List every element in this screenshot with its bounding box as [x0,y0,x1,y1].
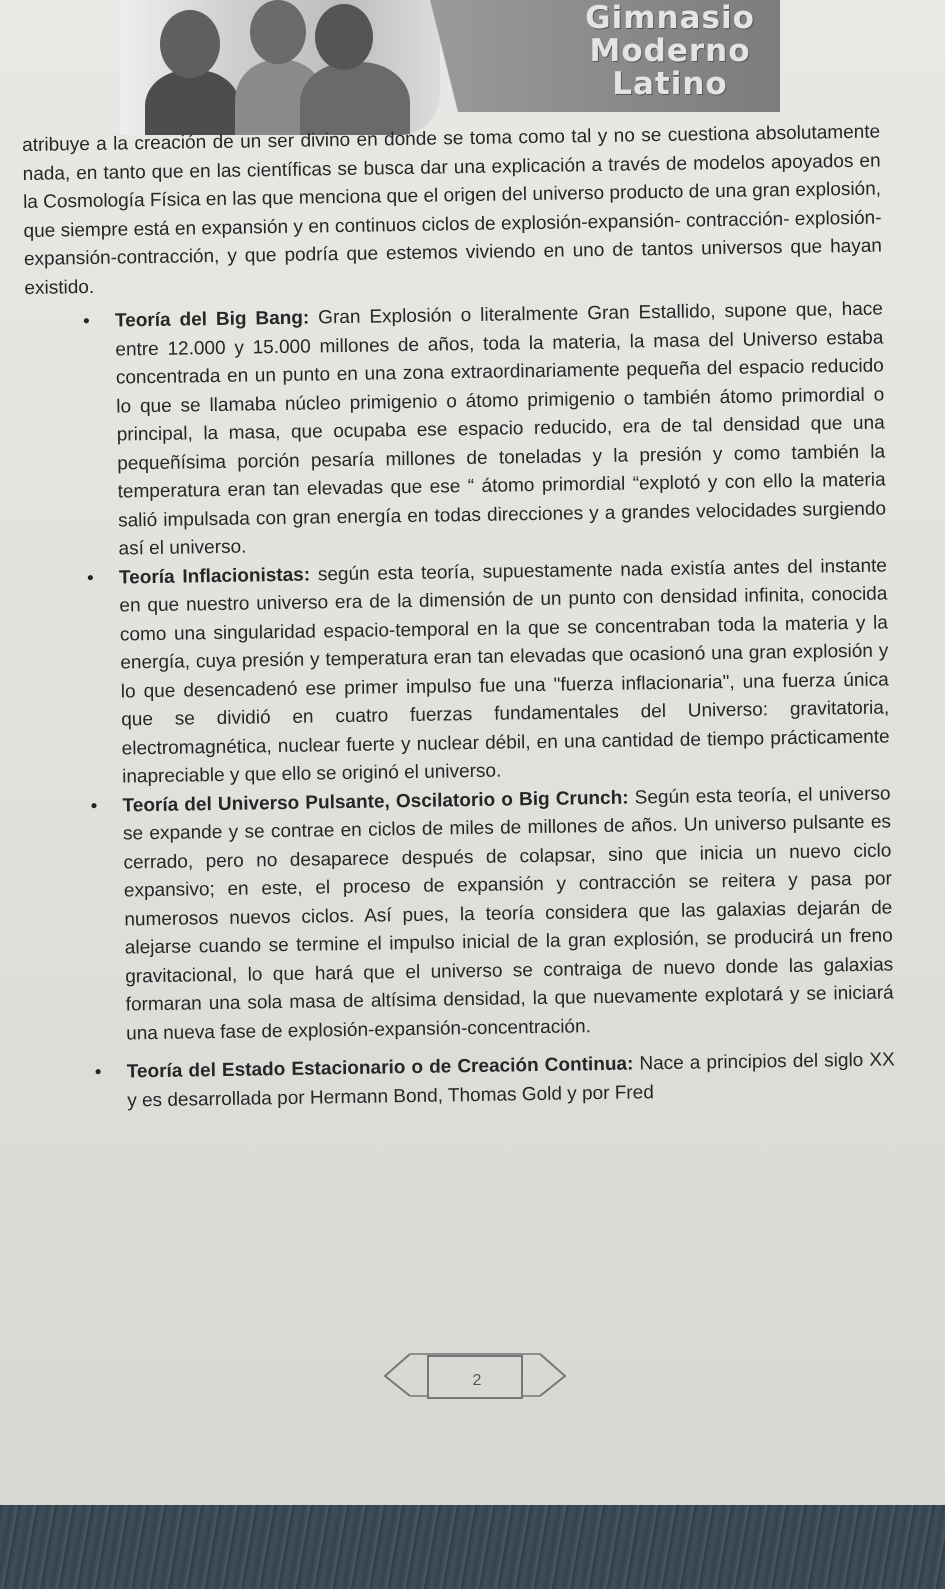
list-item [25,296,887,566]
school-name: Gimnasio Moderno Latino [585,0,755,102]
list-item [37,1046,896,1116]
background-surface [0,1505,945,1589]
theory-description: Nace a principios del siglo XX y es desarrollada por Hermann Bond, Thomas Gold y por Fred [127,1049,895,1111]
header-students-photo [120,0,440,135]
theory-term: Teoría del Estado Estacionario o de Creación Continua: [126,1053,634,1083]
intro-paragraph: atribuye a la creación de un ser divino en donde se toma como tal y no se cuestiona absolutamente nada, en tanto que en las científicas se busca dar una explicación a través de modelos apoyados en la Cosmología Física en las que menciona que el origen del universo producto de una gran explosión, que siempre está en expansión y en continuos ciclos de explosión-expansión- contracción- explosión-expansión-contracción, y que podría que estemos viviendo en uno de tantos universos que hayan existido. [22,121,883,299]
document-body [22,119,895,1117]
student-figure [145,70,240,135]
list-item [29,552,890,793]
page-number: 2 [472,1372,482,1389]
theory-description: según esta teoría, supuestamente nada existía antes del instante en que nuestro universo era de la dimensión de un punto con densidad infinita, conocida como una singularidad espacio-temporal en la que se concentraban toda la materia y la energía, cuya presión y temperatura eran tan elevadas que ocasionó una gran explosión y lo que desencadenó ese primer impulso fue una "fuerza inflacionaria", una fuerza única que se dividió en cuatro fuerzas fundamentales del Universo: gravitatoria, electromagnética, nuclear fuerte y nuclear débil, en una cantidad de tiempo prácticamente inapreciable y que ello se originó el universo. [119,554,890,788]
theory-term: Teoría del Universo Pulsante, Oscilatorio o Big Crunch: [122,787,629,817]
theory-description: Según esta teoría, el universo se expande y se contrae en ciclos de miles de millones de años. Un universo pulsante es cerrado, pero no desaparece después de colapsar, sino que inicia un nuevo ciclo expansivo; en este, el proceso de expansión y contracción se reitera y pasa por numerosos nuevos ciclos. Así pues, la teoría considera que las galaxias dejarán de alejarse cuando se termine el impulso inicial de la gran explosión, se producirá un freno gravitacional, lo que hará que el universo se contraiga de nuevo donde las galaxias formaran una sola masa de altísima densidad, la que nuevamente explotará y se iniciará una nueva fase de explosión-expansión-concentración. [122,782,894,1044]
student-head [250,0,306,64]
student-head [160,10,220,78]
student-head [315,4,373,70]
list-item [32,780,894,1050]
theory-term: Teoría Inflacionistas: [118,564,311,589]
student-figure [300,62,410,135]
theory-list [25,296,896,1117]
theory-description: Gran Explosión o literalmente Gran Estallido, supone que, hace entre 12.000 y 15.000 millones de años, toda la materia, la masa del Universo estaba concentrada en un punto en una zona extraordinariamente pequeña del espacio reducido lo que se llamaba núcleo primigenio o átomo primigenio o también átomo primordial o principal, la masa, que ocupaba ese espacio reducido, era de tal densidad que una pequeñísima porción pesaría millones de toneladas y la presión y como también la temperatura eran tan elevadas que ese “ átomo primordial “explotó y con ello la materia salió impulsada con gran energía en todas direcciones y a grandes velocidades surgiendo así el universo. [115,298,887,560]
theory-term: Teoría del Big Bang: [114,307,310,332]
